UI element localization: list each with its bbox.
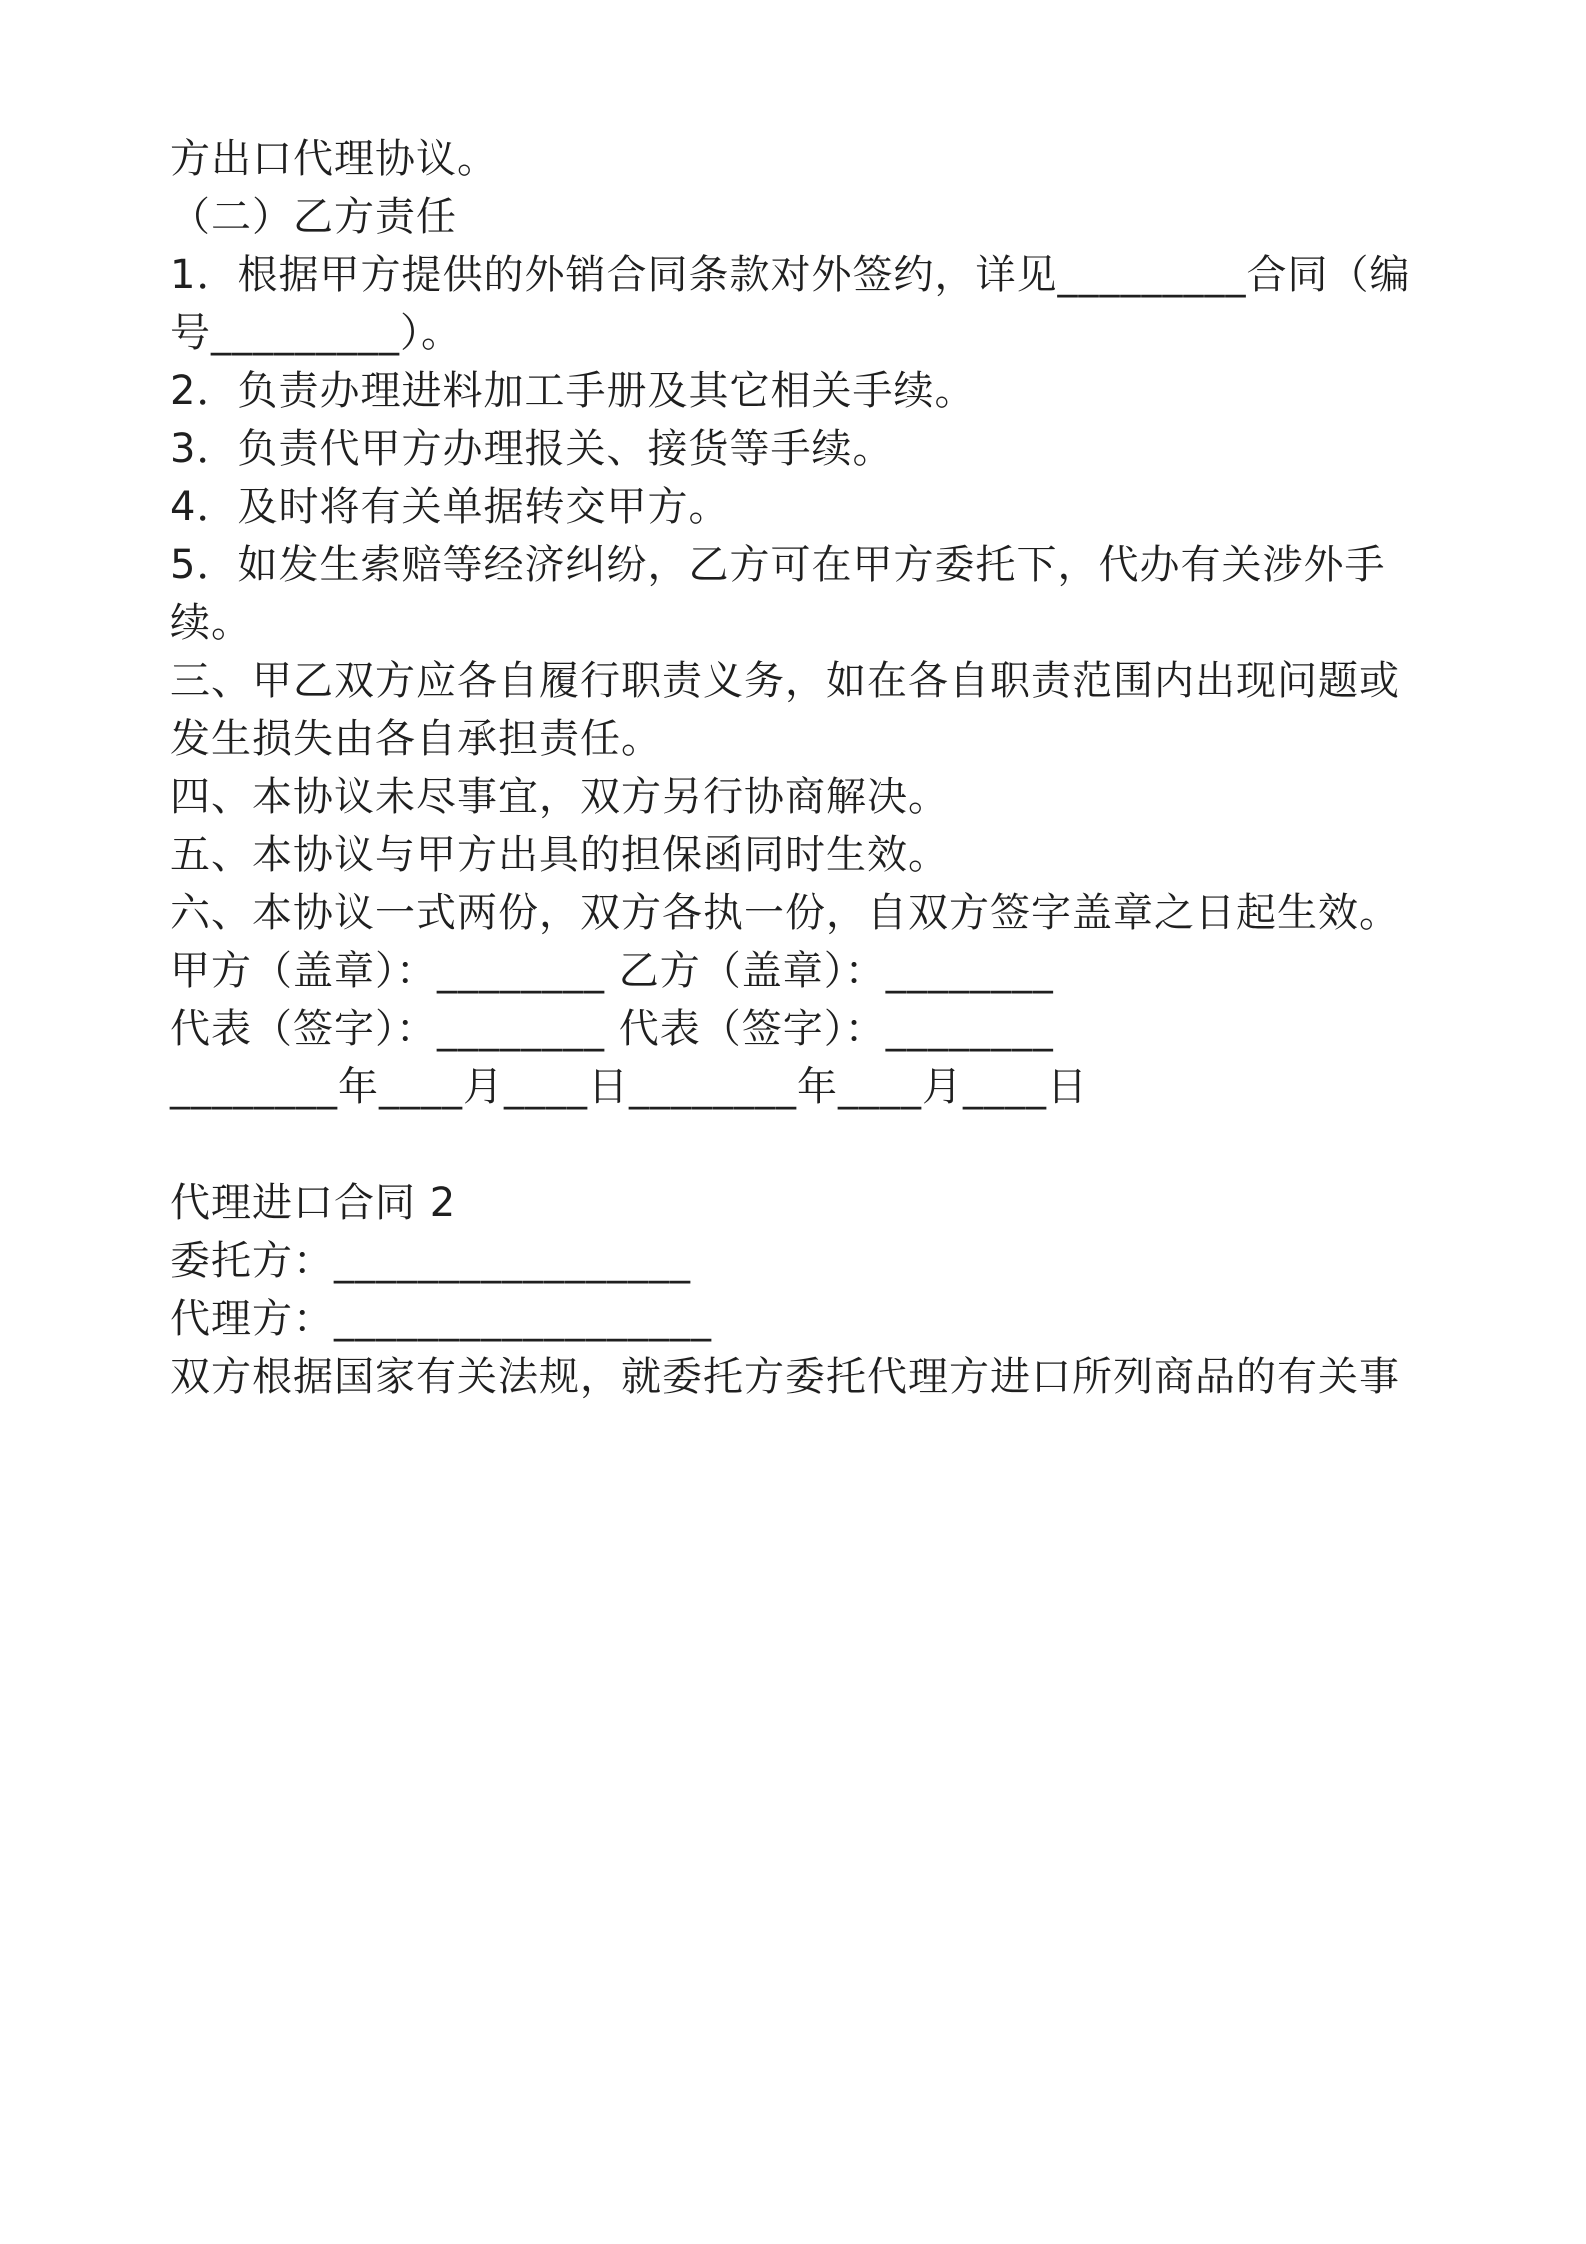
text-line: 发生损失由各自承担责任。 bbox=[170, 716, 662, 762]
text-line: 四、本协议未尽事宜，双方另行协商解决。 bbox=[170, 774, 949, 820]
text-line: ________年____月____日________年____月____日 bbox=[170, 1064, 1088, 1110]
text-line: 三、甲乙双方应各自履行职责义务，如在各自职责范围内出现问题或 bbox=[170, 658, 1400, 704]
blank-line bbox=[170, 1116, 1436, 1174]
text-line: 5．如发生索赔等经济纠纷，乙方可在甲方委托下，代办有关涉外手 bbox=[170, 542, 1386, 588]
text-line: 4．及时将有关单据转交甲方。 bbox=[170, 484, 730, 530]
text-line: 2．负责办理进料加工手册及其它相关手续。 bbox=[170, 368, 976, 414]
text-line: 五、本协议与甲方出具的担保函同时生效。 bbox=[170, 832, 949, 878]
text-line: 号_________）。 bbox=[170, 310, 462, 356]
text-line: 方出口代理协议。 bbox=[170, 136, 498, 182]
text-line: 六、本协议一式两份，双方各执一份，自双方签字盖章之日起生效。 bbox=[170, 890, 1400, 936]
document-body bbox=[170, 130, 1436, 1406]
text-line: 1．根据甲方提供的外销合同条款对外签约，详见_________合同（编 bbox=[170, 252, 1411, 298]
text-line: 3．负责代甲方办理报关、接货等手续。 bbox=[170, 426, 894, 472]
text-line: 双方根据国家有关法规，就委托方委托代理方进口所列商品的有关事 bbox=[170, 1354, 1400, 1400]
text-line: 代理方：__________________ bbox=[170, 1296, 712, 1342]
text-line: 续。 bbox=[170, 600, 252, 646]
text-line: 甲方（盖章）：________ 乙方（盖章）：________ bbox=[170, 948, 1054, 994]
text-line: 委托方：_________________ bbox=[170, 1238, 691, 1284]
text-line: 代理进口合同 2 bbox=[170, 1180, 457, 1226]
text-line: 代表（签字）：________ 代表（签字）：________ bbox=[170, 1006, 1054, 1052]
text-line: （二）乙方责任 bbox=[170, 194, 457, 240]
